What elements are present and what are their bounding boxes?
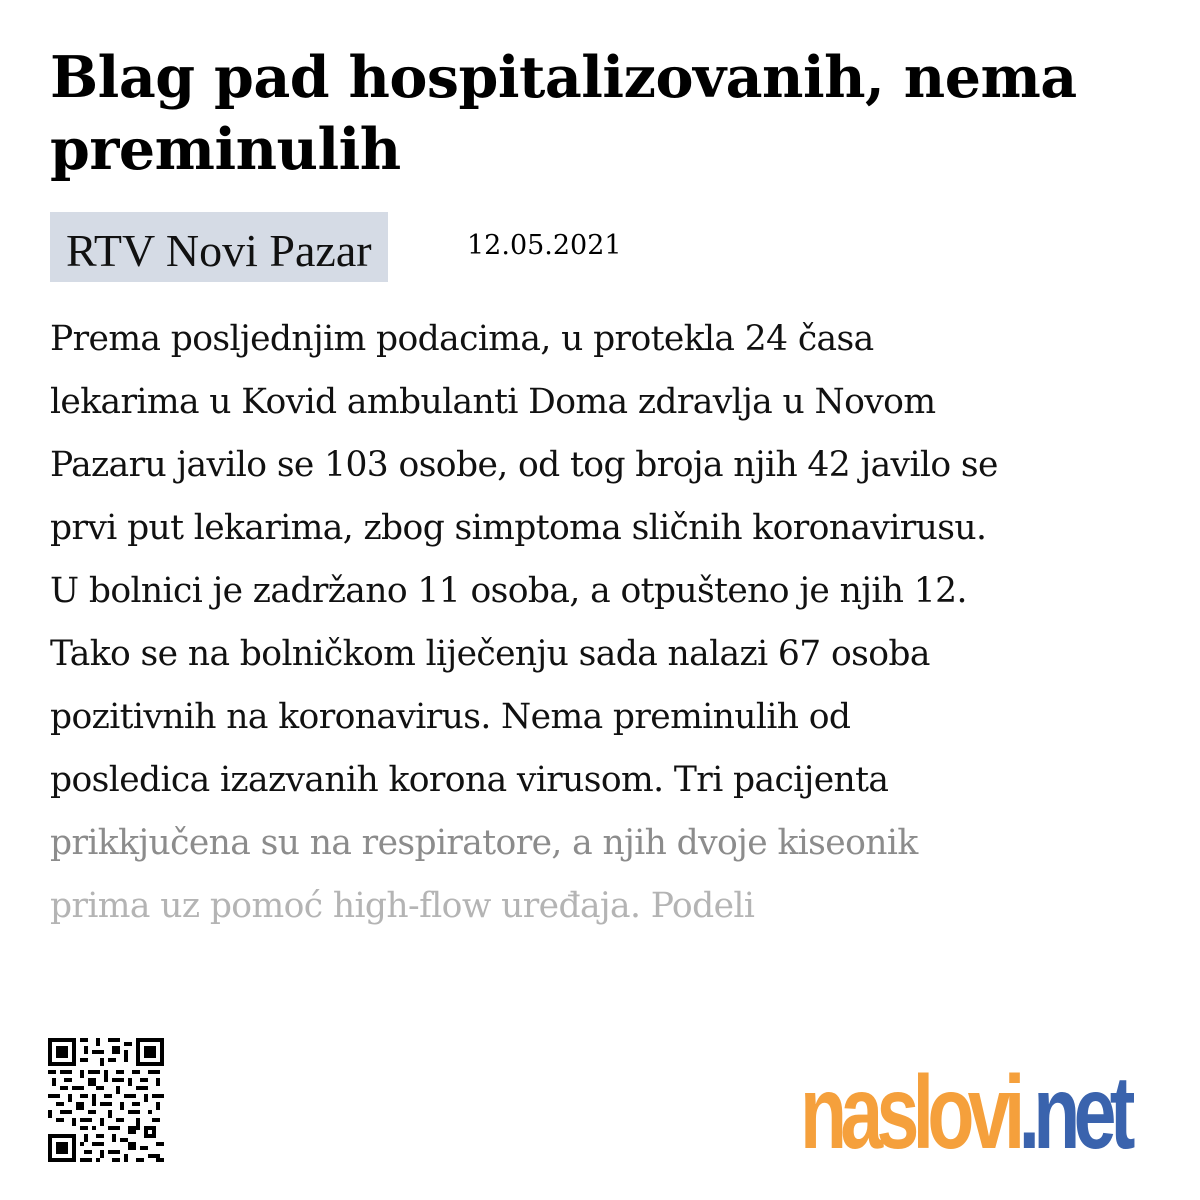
logo-text-naslovi: naslovi (800, 1055, 1019, 1171)
article-body (50, 308, 1160, 938)
body-line: lekarima u Kovid ambulanti Doma zdravlja u Novom (50, 382, 936, 422)
body-line: U bolnici je zadržano 11 osoba, a otpušteno je njih 12. (50, 571, 967, 611)
naslovi-logo[interactable] (800, 1055, 1129, 1171)
body-line: posledica izazvanih korona virusom. Tri pacijenta (50, 760, 889, 800)
body-line-fading: prikkjučena su na respiratore, a njih dvoje kiseonik (50, 823, 918, 863)
source-badge[interactable]: RTV Novi Pazar (50, 212, 388, 282)
logo-text-net: .net (1018, 1055, 1129, 1171)
body-line: Tako se na bolničkom liječenju sada nalazi 67 osoba (50, 634, 930, 674)
body-line-fading: prima uz pomoć high-flow uređaja. Podeli (50, 886, 755, 926)
body-line: Pazaru javilo se 103 osobe, od tog broja njih 42 javilo se (50, 445, 998, 485)
body-line: Prema posljednjim podacima, u protekla 24 časa (50, 319, 874, 359)
qr-code-icon[interactable] (47, 1038, 165, 1162)
article-title: Blag pad hospitalizovanih, nema preminulih (50, 44, 1077, 183)
body-line: prvi put lekarima, zbog simptoma sličnih koronavirusu. (50, 508, 987, 548)
publish-date: 12.05.2021 (467, 230, 622, 261)
body-line: pozitivnih na koronavirus. Nema preminulih od (50, 697, 851, 737)
